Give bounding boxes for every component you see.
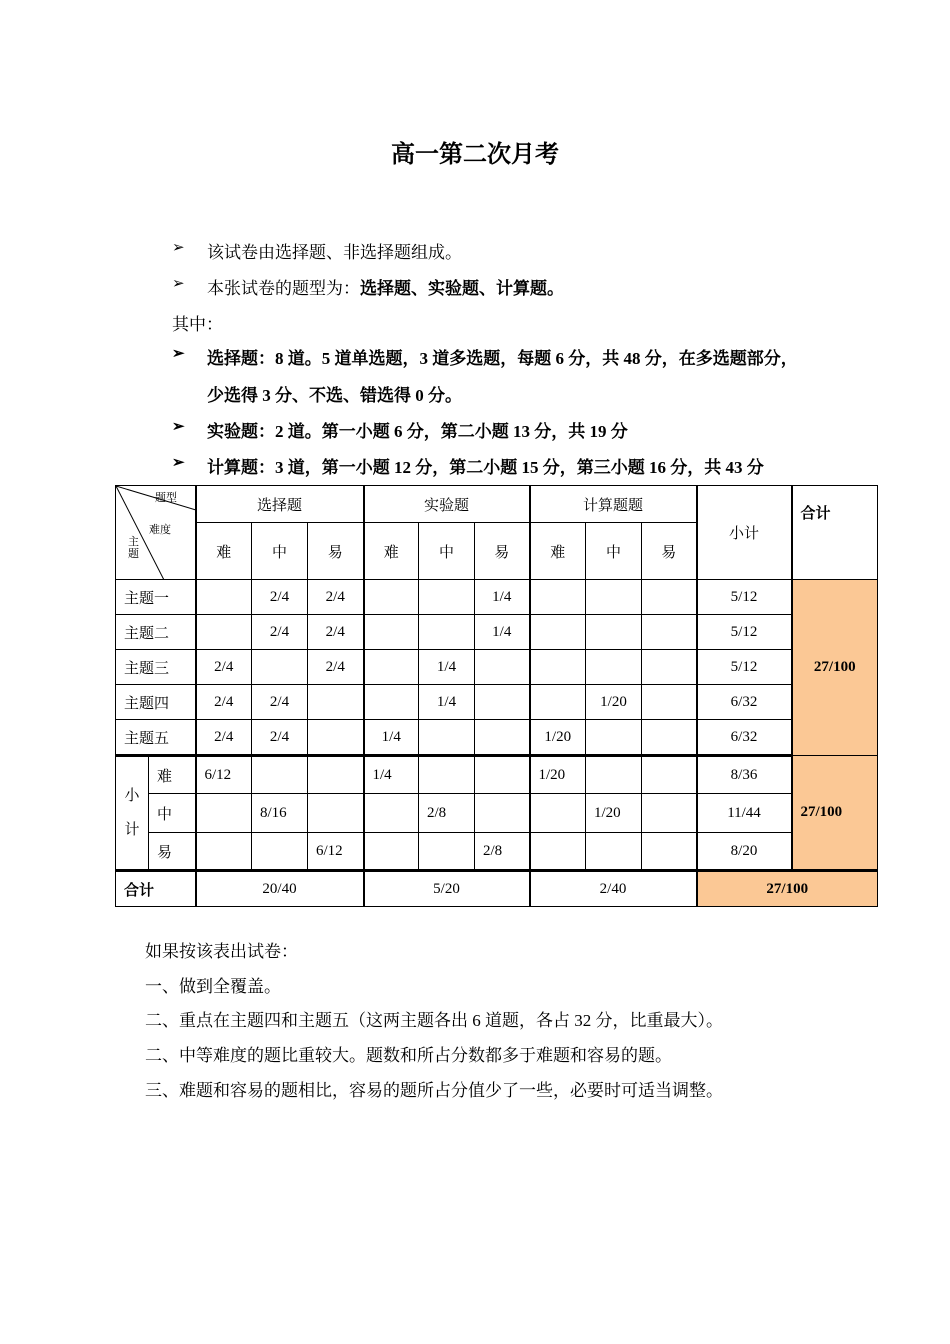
cell bbox=[308, 685, 364, 720]
intro-line-2-text: 本张试卷的题型为： bbox=[207, 279, 360, 298]
cell bbox=[196, 794, 252, 833]
cell bbox=[586, 650, 642, 685]
cell bbox=[196, 833, 252, 871]
corner-type-label: 题型 bbox=[155, 492, 177, 504]
cell: 2/4 bbox=[252, 615, 308, 650]
cell: 1/4 bbox=[419, 685, 475, 720]
cell bbox=[586, 615, 642, 650]
cell: 2/8 bbox=[419, 794, 475, 833]
cell bbox=[196, 580, 252, 615]
cell: 6/12 bbox=[308, 833, 364, 871]
cell: 2/4 bbox=[308, 615, 364, 650]
cell bbox=[530, 650, 586, 685]
cell bbox=[530, 685, 586, 720]
cell bbox=[642, 580, 697, 615]
cell bbox=[364, 833, 419, 871]
cell bbox=[642, 615, 697, 650]
conclusion-intro: 如果按该表出试卷： bbox=[145, 942, 298, 961]
table-row bbox=[116, 871, 878, 907]
cell bbox=[586, 833, 642, 871]
cell bbox=[530, 794, 586, 833]
conclusion-item: 一、做到全覆盖。 bbox=[145, 977, 281, 996]
subtotal-cell: 5/12 bbox=[697, 580, 792, 615]
cell bbox=[642, 720, 697, 756]
corner-header bbox=[116, 486, 196, 580]
bullet-icon: ➢ bbox=[172, 276, 185, 292]
cell: 1/4 bbox=[364, 720, 419, 756]
level-header-easy: 易 bbox=[308, 523, 364, 580]
subtotal-cell: 5/12 bbox=[697, 615, 792, 650]
cell: 2/4 bbox=[308, 650, 364, 685]
subtotal-cell: 5/12 bbox=[697, 650, 792, 685]
cell bbox=[364, 685, 419, 720]
cell bbox=[642, 756, 697, 794]
cell: 2/4 bbox=[252, 580, 308, 615]
cell bbox=[642, 685, 697, 720]
topic-name: 主题一 bbox=[116, 580, 196, 615]
subtotal-cell: 8/36 bbox=[697, 756, 792, 794]
cell bbox=[252, 650, 308, 685]
cell bbox=[419, 580, 475, 615]
cell bbox=[364, 615, 419, 650]
level-header-mid: 中 bbox=[586, 523, 642, 580]
cell bbox=[419, 756, 475, 794]
level-total-cell: 27/100 bbox=[792, 756, 878, 871]
bullet-icon: ➢ bbox=[172, 240, 185, 256]
cell bbox=[530, 580, 586, 615]
cell bbox=[364, 650, 419, 685]
choice-detail-1: 选择题：8 道。5 道单选题，3 道多选题，每题 6 分，共 48 分，在多选题部分， bbox=[207, 349, 798, 368]
cell bbox=[364, 794, 419, 833]
cell bbox=[475, 685, 530, 720]
table-row bbox=[116, 615, 878, 650]
subtotal-header: 小计 bbox=[697, 486, 792, 580]
conclusion-item: 二、中等难度的题比重较大。题数和所占分数都多于难题和容易的题。 bbox=[145, 1046, 672, 1065]
total-choice: 20/40 bbox=[196, 871, 364, 907]
conclusion-item: 二、重点在主题四和主题五（这两主题各出 6 道题，各占 32 分，比重最大）。 bbox=[145, 1011, 723, 1030]
cell: 1/20 bbox=[530, 720, 586, 756]
cell: 1/4 bbox=[364, 756, 419, 794]
table-row bbox=[116, 756, 878, 794]
cell: 1/4 bbox=[475, 580, 530, 615]
topic-name: 主题四 bbox=[116, 685, 196, 720]
corner-difficulty-label: 难度 bbox=[149, 524, 171, 536]
topic-total-cell: 27/100 bbox=[792, 580, 878, 756]
subtotal-side-char: 小 bbox=[124, 788, 140, 804]
exam-blueprint-table bbox=[115, 485, 878, 907]
cell bbox=[308, 794, 364, 833]
cell bbox=[196, 615, 252, 650]
group-header-calc: 计算题题 bbox=[530, 486, 697, 523]
cell: 8/16 bbox=[252, 794, 308, 833]
topic-name: 主题五 bbox=[116, 720, 196, 756]
calc-detail: 计算题：3 道，第一小题 12 分，第二小题 15 分，第三小题 16 分，共 43 分 bbox=[207, 458, 764, 477]
cell: 6/12 bbox=[196, 756, 252, 794]
level-header-hard: 难 bbox=[196, 523, 252, 580]
cell: 2/8 bbox=[475, 833, 530, 871]
cell bbox=[642, 794, 697, 833]
choice-detail-2: 少选得 3 分、不选、错选得 0 分。 bbox=[207, 386, 462, 405]
total-experiment: 5/20 bbox=[364, 871, 530, 907]
bullet-icon: ➢ bbox=[172, 419, 185, 435]
total-row-label: 合计 bbox=[116, 871, 196, 907]
cell bbox=[475, 794, 530, 833]
intro-line-2 bbox=[207, 274, 564, 299]
table-row bbox=[116, 650, 878, 685]
cell: 1/4 bbox=[419, 650, 475, 685]
page-title: 高一第二次月考 bbox=[391, 141, 559, 168]
cell bbox=[586, 720, 642, 756]
intro-line-2-bold: 选择题、实验题、计算题。 bbox=[360, 279, 564, 298]
subtotal-cell: 6/32 bbox=[697, 685, 792, 720]
topic-name: 主题二 bbox=[116, 615, 196, 650]
cell: 2/4 bbox=[252, 720, 308, 756]
among-label: 其中： bbox=[172, 315, 223, 334]
level-header-mid: 中 bbox=[419, 523, 475, 580]
total-header: 合计 bbox=[792, 486, 878, 580]
subtotal-side-label bbox=[116, 756, 149, 871]
group-header-experiment: 实验题 bbox=[364, 486, 530, 523]
cell bbox=[419, 720, 475, 756]
cell: 2/4 bbox=[196, 685, 252, 720]
cell bbox=[364, 580, 419, 615]
cell bbox=[419, 615, 475, 650]
cell bbox=[530, 833, 586, 871]
level-name: 易 bbox=[149, 833, 196, 871]
intro-line-1-text: 该试卷由选择题、非选择题组成。 bbox=[207, 243, 462, 262]
cell bbox=[308, 720, 364, 756]
subtotal-cell: 8/20 bbox=[697, 833, 792, 871]
table-row bbox=[116, 720, 878, 756]
level-name: 中 bbox=[149, 794, 196, 833]
table-row bbox=[116, 685, 878, 720]
corner-topic-label: 主题 bbox=[128, 536, 139, 560]
cell: 1/4 bbox=[475, 615, 530, 650]
level-header-easy: 易 bbox=[642, 523, 697, 580]
level-header-easy: 易 bbox=[475, 523, 530, 580]
level-name: 难 bbox=[149, 756, 196, 794]
cell: 2/4 bbox=[196, 720, 252, 756]
cell bbox=[419, 833, 475, 871]
cell bbox=[252, 833, 308, 871]
cell bbox=[252, 756, 308, 794]
level-header-mid: 中 bbox=[252, 523, 308, 580]
cell bbox=[475, 650, 530, 685]
cell bbox=[586, 756, 642, 794]
intro-line-1 bbox=[207, 238, 462, 263]
cell bbox=[308, 756, 364, 794]
cell bbox=[475, 720, 530, 756]
cell: 1/20 bbox=[530, 756, 586, 794]
cell: 1/20 bbox=[586, 685, 642, 720]
bullet-icon: ➢ bbox=[172, 455, 185, 471]
cell: 2/4 bbox=[252, 685, 308, 720]
cell bbox=[642, 650, 697, 685]
cell bbox=[475, 756, 530, 794]
cell: 1/20 bbox=[586, 794, 642, 833]
cell bbox=[642, 833, 697, 871]
subtotal-cell: 6/32 bbox=[697, 720, 792, 756]
level-header-hard: 难 bbox=[530, 523, 586, 580]
group-header-choice: 选择题 bbox=[196, 486, 364, 523]
topic-name: 主题三 bbox=[116, 650, 196, 685]
conclusion-item: 三、难题和容易的题相比，容易的题所占分值少了一些，必要时可适当调整。 bbox=[145, 1081, 723, 1100]
table-row bbox=[116, 833, 878, 871]
level-header-hard: 难 bbox=[364, 523, 419, 580]
bullet-icon: ➢ bbox=[172, 346, 185, 362]
cell: 2/4 bbox=[308, 580, 364, 615]
subtotal-cell: 11/44 bbox=[697, 794, 792, 833]
subtotal-side-char: 计 bbox=[124, 822, 140, 838]
table-row bbox=[116, 794, 878, 833]
total-calc: 2/40 bbox=[530, 871, 697, 907]
table-row bbox=[116, 580, 878, 615]
grand-total-cell: 27/100 bbox=[697, 871, 878, 907]
experiment-detail: 实验题：2 道。第一小题 6 分，第二小题 13 分，共 19 分 bbox=[207, 422, 628, 441]
cell bbox=[530, 615, 586, 650]
cell: 2/4 bbox=[196, 650, 252, 685]
cell bbox=[586, 580, 642, 615]
